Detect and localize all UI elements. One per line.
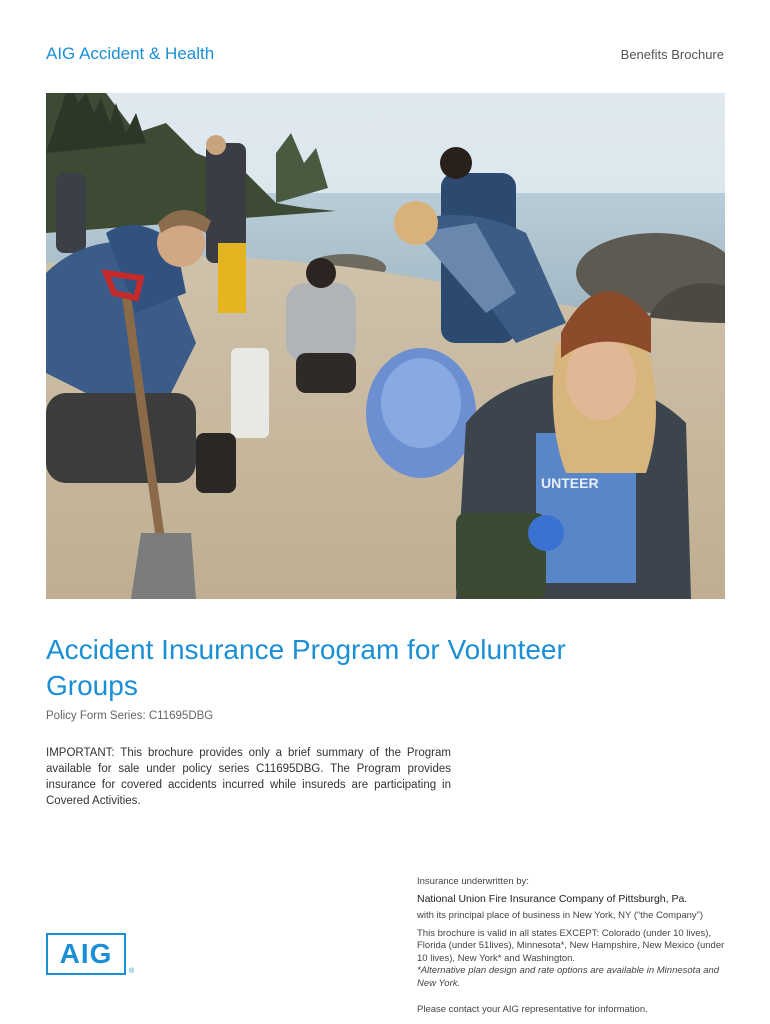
registered-mark: ® [129, 968, 135, 975]
contact-note: Please contact your AIG representative for information. [417, 1004, 648, 1015]
validity-statement: This brochure is valid in all states EXCEPT: Colorado (under 10 lives), Florida (under 51lives), Minnesota*, New Hampshire, New Mexico (under 10 lives), New York* and Washington. [417, 927, 725, 964]
underwriter-label: Insurance underwritten by: [417, 876, 529, 887]
document-type: Benefits Brochure [620, 47, 724, 62]
alternative-plan-note: *Alternative plan design and rate options are available in Minnesota and New York. [417, 965, 720, 989]
page-title: Accident Insurance Program for Volunteer Groups [46, 634, 566, 701]
volunteer-shirt-text: UNTEER [541, 475, 599, 491]
aig-logo [46, 933, 126, 975]
logo-text: AIG [59, 938, 113, 969]
cover-photo [46, 93, 725, 599]
brand-name: AIG Accident & Health [46, 44, 215, 63]
important-notice: IMPORTANT: This brochure provides only a brief summary of the Program available for sale under policy series C11695DBG. The Program provides insurance for covered accidents incurred while insureds are participating in Covered Activities. [46, 747, 451, 807]
place-of-business: with its principal place of business in New York, NY (“the Company”) [417, 910, 704, 921]
policy-form-series: Policy Form Series: C11695DBG [46, 710, 214, 722]
underwriter-block [417, 876, 727, 1017]
underwriter-company: National Union Fire Insurance Company of Pittsburgh, Pa. [417, 892, 688, 905]
